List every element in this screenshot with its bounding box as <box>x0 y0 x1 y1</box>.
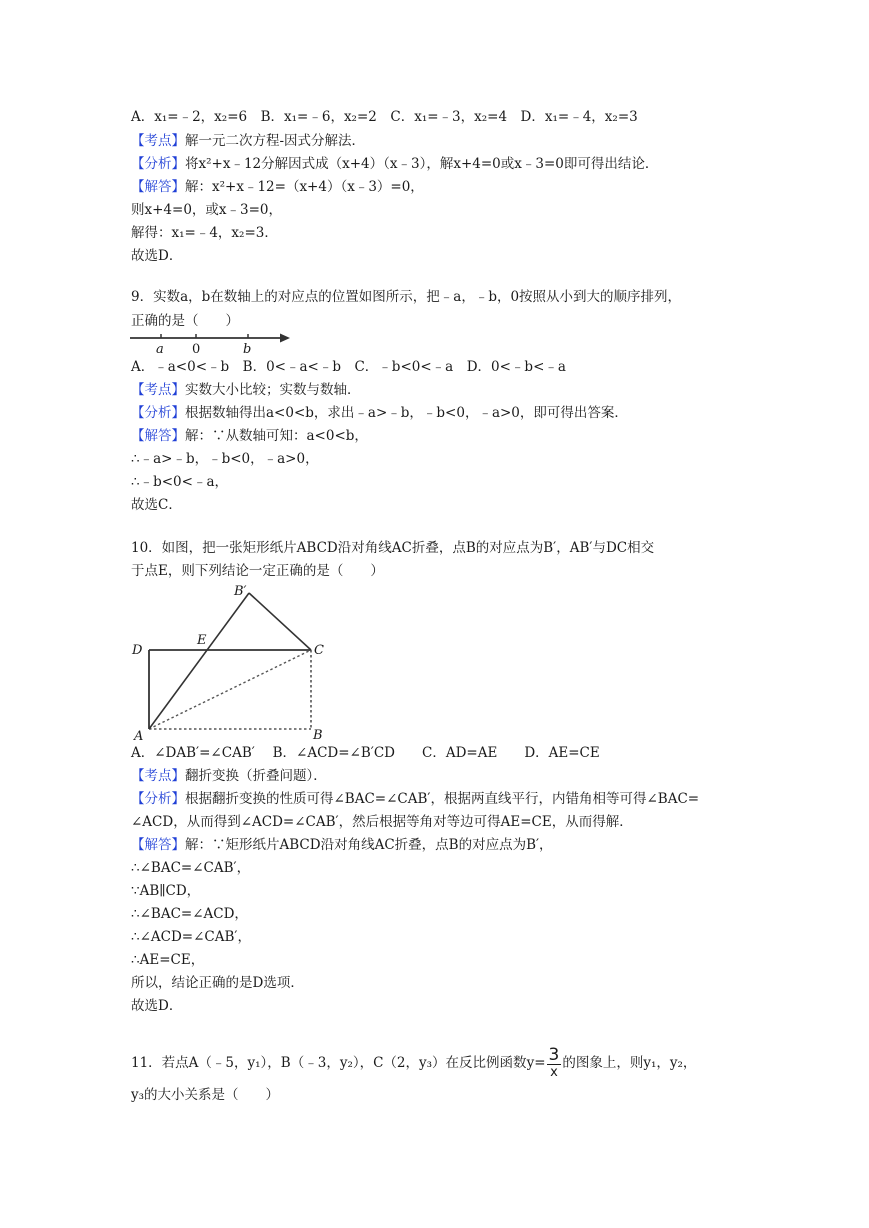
label-a: a <box>156 342 164 356</box>
label-C: C <box>314 643 324 658</box>
q9-jieda: 【解答】解：∵从数轴可知：a<0<b， <box>131 428 368 444</box>
q9-stem: 正确的是（ ） <box>131 313 239 329</box>
kaodian-tag: 【考点】 <box>131 133 185 149</box>
q10-kaodian: 【考点】翻折变换（折叠问题）． <box>131 768 327 784</box>
q8-step: 则x+4=0，或x﹣3=0， <box>131 202 283 218</box>
q8-jieda: 【解答】解：x²+x﹣12=（x+4）（x﹣3）=0， <box>131 179 424 195</box>
label-B-prime: B′ <box>234 584 247 599</box>
q10-step: 所以，结论正确的是D选项． <box>131 975 304 991</box>
segment-AB-prime <box>149 593 249 729</box>
diagonal-AC <box>149 650 311 729</box>
q8-kaodian: 【考点】解一元二次方程-因式分解法． <box>131 133 366 149</box>
fenxi-tag: 【分析】 <box>131 156 185 172</box>
segment-B-prime-C <box>249 593 311 650</box>
q9-step: ∴﹣a>﹣b，﹣b<0，﹣a>0， <box>131 451 319 467</box>
q9-options: A．﹣a<0<﹣b B．0<﹣a<﹣b C．﹣b<0<﹣a D．0<﹣b<﹣a <box>131 359 566 375</box>
q9-stem: 9．实数a，b在数轴上的对应点的位置如图所示，把﹣a，﹣b，0按照从小到大的顺序排列， <box>131 289 682 305</box>
q9-fenxi: 【分析】根据数轴得出a<0<b，求出﹣a>﹣b，﹣b<0，﹣a>0，即可得出答案． <box>131 405 628 421</box>
label-D: D <box>132 643 143 658</box>
q10-step: ∵AB∥CD， <box>131 883 201 899</box>
q8-fenxi: 【分析】将x²+x﹣12分解因式成（x+4）（x﹣3），解x+4=0或x﹣3=0即可得出结论． <box>131 156 659 172</box>
label-A: A <box>134 729 144 742</box>
q10-step: ∴∠BAC=∠ACD， <box>131 906 248 922</box>
q10-stem: 于点E，则下列结论一定正确的是（ ） <box>131 563 384 579</box>
q11-stem: y₃的大小关系是（ ） <box>131 1087 280 1103</box>
q9-kaodian: 【考点】实数大小比较；实数与数轴． <box>131 382 361 398</box>
jieda-tag: 【解答】 <box>131 428 185 444</box>
q10-jieda: 【解答】解：∵矩形纸片ABCD沿对角线AC折叠，点B的对应点为B′， <box>131 837 553 853</box>
number-line-arrow <box>280 334 290 343</box>
label-b: b <box>243 342 252 356</box>
folding-rectangle-figure <box>128 582 348 742</box>
label-E: E <box>197 633 207 648</box>
q10-step: ∴∠ACD=∠CAB′， <box>131 929 251 945</box>
q8-options: A．x₁=﹣2，x₂=6 B．x₁=﹣6，x₂=2 C．x₁=﹣3，x₂=4 D．x₁=﹣4，x₂=3 <box>131 109 638 125</box>
q10-stem: 10．如图，把一张矩形纸片ABCD沿对角线AC折叠，点B的对应点为B′，AB′与DC相交 <box>131 540 655 556</box>
label-B: B <box>313 728 323 742</box>
kaodian-tag: 【考点】 <box>131 382 185 398</box>
q8-step: 解得：x₁=﹣4，x₂=3． <box>131 225 278 241</box>
q11-stem: 11．若点A（﹣5，y₁），B（﹣3，y₂），C（2，y₃）在反比例函数y= $\frac{3}{x}$ 的图象上，则y₁，y₂， <box>131 1045 697 1080</box>
fenxi-tag: 【分析】 <box>131 791 185 807</box>
q10-conclusion: 故选D． <box>131 998 183 1014</box>
label-zero: 0 <box>192 342 201 356</box>
fenxi-tag: 【分析】 <box>131 405 185 421</box>
jieda-tag: 【解答】 <box>131 837 185 853</box>
jieda-tag: 【解答】 <box>131 179 185 195</box>
kaodian-tag: 【考点】 <box>131 768 185 784</box>
q10-step: ∴∠BAC=∠CAB′， <box>131 860 251 876</box>
q10-fenxi-cont: ∠ACD，从而得到∠ACD=∠CAB′，然后根据等角对等边可得AE=CE，从而得解． <box>131 814 633 830</box>
q9-conclusion: 故选C． <box>131 497 182 513</box>
q9-step: ∴﹣b<0<﹣a， <box>131 474 228 490</box>
q10-fenxi: 【分析】根据翻折变换的性质可得∠BAC=∠CAB′，根据两直线平行，内错角相等可得∠BAC= <box>131 791 700 807</box>
q10-options: A．∠DAB′=∠CAB′ B．∠ACD=∠B′CD C．AD=AE D．AE=CE <box>131 745 600 761</box>
number-line-figure <box>128 330 298 356</box>
fraction-3-over-x: $\frac{3}{x}$ <box>548 1045 560 1080</box>
q10-step: ∴AE=CE， <box>131 952 205 968</box>
q8-conclusion: 故选D． <box>131 248 183 264</box>
function-prefix: y= <box>526 1055 546 1071</box>
